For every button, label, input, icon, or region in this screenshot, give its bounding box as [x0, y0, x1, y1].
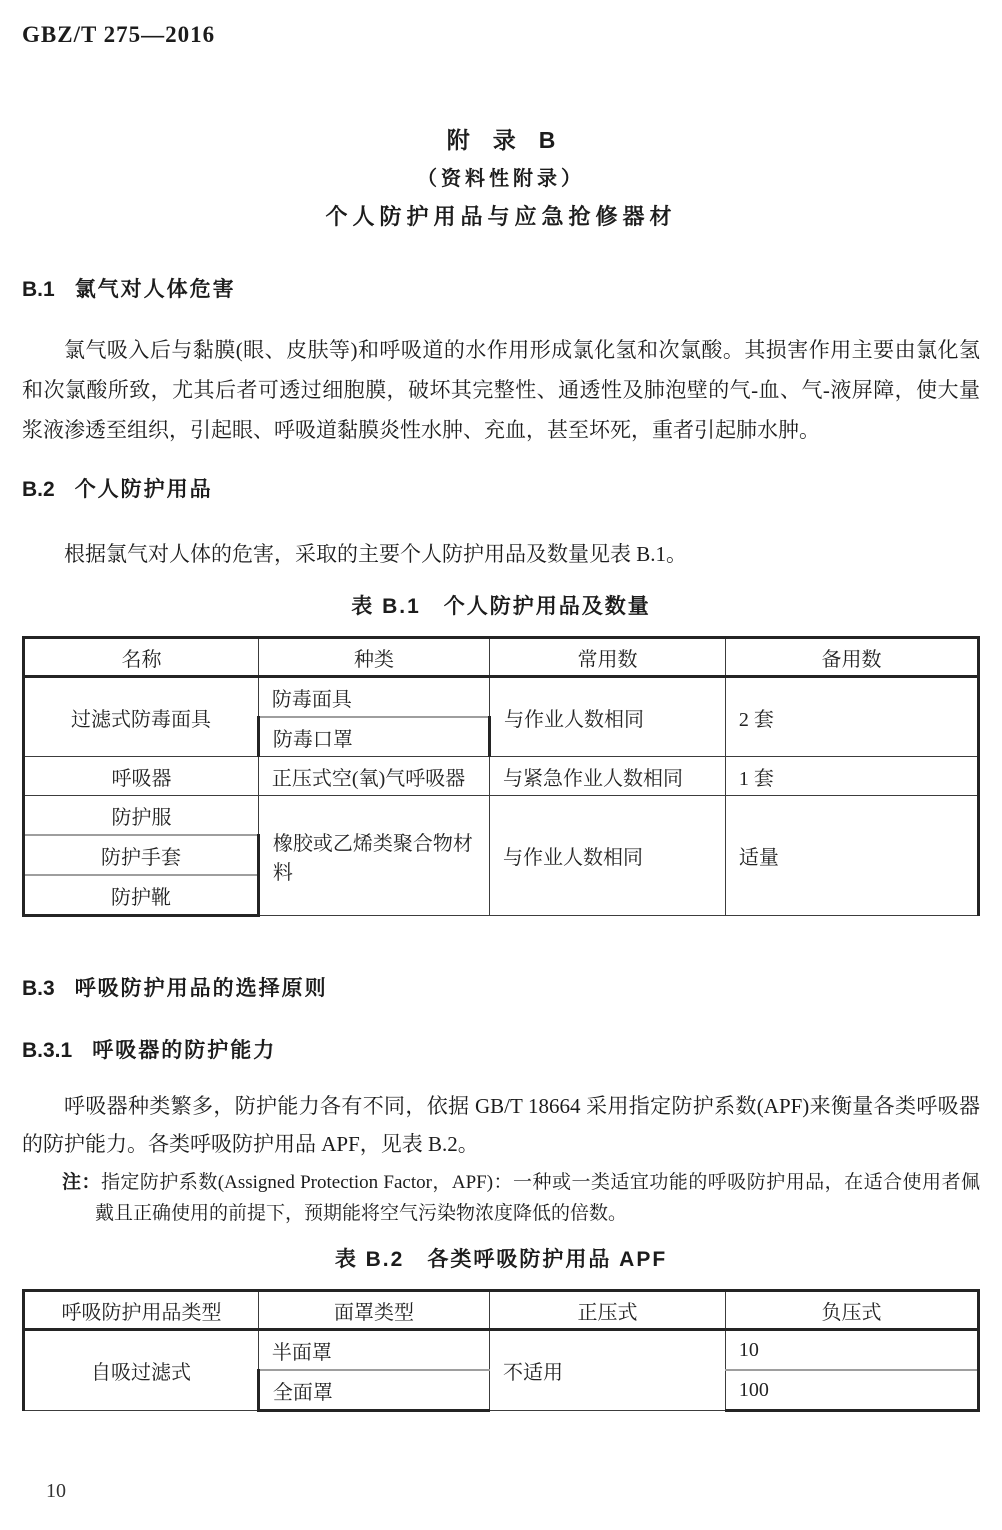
- cell-self-filter-type: 自吸过滤式: [24, 1330, 259, 1411]
- col-header-spare: 备用数: [725, 638, 978, 677]
- page-number: 10: [46, 1480, 66, 1502]
- heading-b31: [22, 1037, 980, 1065]
- cell-protective-name1: 防护服: [24, 796, 259, 836]
- clause-title: 呼吸防护用品的选择原则: [74, 977, 328, 1000]
- heading-b3: [22, 975, 980, 1003]
- heading-b1: [22, 276, 980, 304]
- clause-number: B.1: [22, 278, 55, 301]
- table-row: [24, 796, 979, 836]
- cell-protective-name3: 防护靴: [24, 875, 259, 916]
- clause-title: 氯气对人体危害: [74, 278, 236, 301]
- paragraph-b31: 呼吸器种类繁多，防护能力各有不同，依据 GB/T 18664 采用指定防护系数(APF)来衡量各类呼吸器的防护能力。各类呼吸防护用品 APF，见表 B.2。: [22, 1094, 980, 1156]
- col-header-mask-type: 面罩类型: [258, 1291, 489, 1330]
- clause-number: B.2: [22, 478, 55, 501]
- col-header-name: 名称: [24, 638, 259, 677]
- table-b2: [22, 1289, 980, 1412]
- col-header-positive: 正压式: [490, 1291, 726, 1330]
- standard-number: GBZ/T 275—2016: [22, 22, 216, 47]
- paragraph-b1: 氯气吸入后与黏膜(眼、皮肤等)和呼吸道的水作用形成氯化氢和次氯酸。其损害作用主要由氯化氢和次氯酸所致，尤其后者可透过细胞膜，破坏其完整性、通透性及肺泡壁的气-血、气-液屏障，使大量浆液渗透至组织，引起眼、呼吸道黏膜炎性水肿、充血，甚至坏死，重者引起肺水肿。: [22, 338, 980, 442]
- note-text: 指定防护系数(Assigned Protection Factor，APF)：一种或一类适宜功能的呼吸防护用品，在适合使用者佩戴且正确使用的前提下，预期能将空气污染物浓度降低的倍数。: [95, 1172, 980, 1224]
- clause-title: 个人防护用品: [74, 478, 213, 501]
- heading-b2: [22, 476, 980, 504]
- table-b2-caption: 表 B.2 各类呼吸防护用品 APF: [334, 1248, 668, 1271]
- table-b1: [22, 636, 980, 917]
- clause-number: B.3: [22, 977, 55, 1000]
- cell-apf-half: 10: [725, 1330, 978, 1371]
- cell-half-mask: 半面罩: [258, 1330, 489, 1371]
- appendix-title: 个人防护用品与应急抢修器材: [325, 204, 677, 229]
- cell-filter-mask-name: 过滤式防毒面具: [24, 677, 259, 757]
- cell-full-mask: 全面罩: [258, 1370, 489, 1411]
- cell-filter-mask-usual: 与作业人数相同: [490, 677, 726, 757]
- table-b2-header-row: [24, 1291, 979, 1330]
- clause-title: 呼吸器的防护能力: [92, 1039, 277, 1062]
- cell-protective-name2: 防护手套: [24, 835, 259, 875]
- cell-respirator-spare: 1 套: [725, 757, 978, 796]
- paragraph-b2: 根据氯气对人体的危害，采取的主要个人防护用品及数量见表 B.1。: [64, 542, 688, 566]
- col-header-negative: 负压式: [725, 1291, 978, 1330]
- cell-filter-mask-kind2: 防毒口罩: [258, 717, 489, 757]
- cell-apf-full: 100: [725, 1370, 978, 1411]
- cell-protective-usual: 与作业人数相同: [490, 796, 726, 916]
- cell-filter-mask-spare: 2 套: [725, 677, 978, 757]
- clause-number: B.3.1: [22, 1039, 73, 1062]
- table-row: [24, 1330, 979, 1371]
- col-header-usual: 常用数: [490, 638, 726, 677]
- table-row: [24, 677, 979, 718]
- note-b31: [22, 1167, 980, 1229]
- col-header-kind: 种类: [258, 638, 489, 677]
- note-label: 注：: [62, 1172, 101, 1193]
- table-b1-header-row: [24, 638, 979, 677]
- cell-filter-mask-kind1: 防毒面具: [258, 677, 489, 718]
- cell-protective-spare: 适量: [725, 796, 978, 916]
- appendix-subtitle: （资料性附录）: [417, 168, 585, 190]
- appendix-label: 附 录 B: [446, 127, 556, 153]
- cell-respirator-kind: 正压式空(氧)气呼吸器: [258, 757, 489, 796]
- cell-positive-value: 不适用: [490, 1330, 726, 1411]
- cell-protective-kind: 橡胶或乙烯类聚合物材料: [258, 796, 489, 916]
- col-header-type: 呼吸防护用品类型: [24, 1291, 259, 1330]
- cell-respirator-usual: 与紧急作业人数相同: [490, 757, 726, 796]
- table-row: [24, 757, 979, 796]
- table-b1-caption: 表 B.1 个人防护用品及数量: [351, 595, 651, 618]
- cell-respirator-name: 呼吸器: [24, 757, 259, 796]
